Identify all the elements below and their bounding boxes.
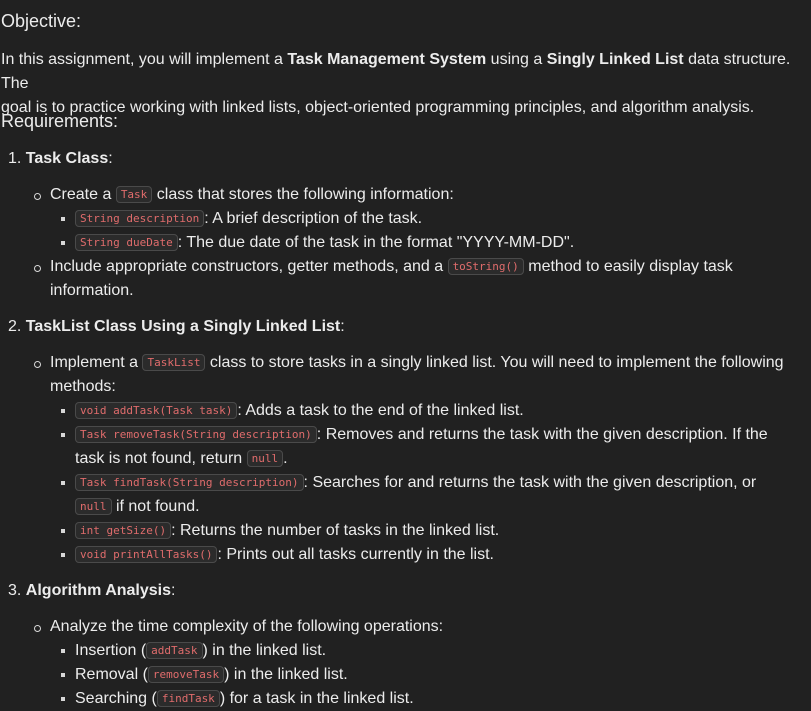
list-item [75, 231, 574, 255]
objective-text: In this assignment, you will implement a [1, 51, 288, 68]
item-text: Insertion ( [75, 642, 147, 659]
list-item-continuation [75, 495, 200, 519]
item-text: ) for a task in the linked list. [219, 690, 414, 707]
inline-code: Task removeTask(String description) [75, 426, 317, 443]
objective-text: using a [486, 51, 547, 68]
list-item-continuation [75, 447, 288, 471]
item-text: : Removes and returns the task with the given description. If the [316, 426, 768, 443]
bullet-square-icon [61, 673, 65, 677]
section-colon: : [108, 150, 113, 167]
item-text: : A brief description of the task. [204, 210, 423, 227]
bullet-square-icon [61, 409, 65, 413]
inline-code: addTask [146, 642, 202, 659]
item-text: : Prints out all tasks currently in the list. [217, 546, 494, 563]
item-text: Searching ( [75, 690, 157, 707]
item-text: ) in the linked list. [224, 666, 348, 683]
objective-text: data structure. The [1, 51, 791, 92]
item-text: class that stores the following information: [152, 186, 454, 203]
list-item-continuation: methods: [50, 378, 116, 395]
section-tasklist-heading [8, 315, 345, 339]
bullet-circle-icon [34, 361, 41, 368]
list-item [75, 639, 326, 663]
section-algorithm-heading [8, 579, 175, 603]
bullet-square-icon [61, 241, 65, 245]
bullet-circle-icon [34, 625, 41, 632]
section-title: TaskList Class Using a Singly Linked List [25, 318, 341, 335]
bullet-square-icon [61, 697, 65, 701]
inline-code: findTask [157, 690, 220, 707]
section-colon: : [340, 318, 345, 335]
bullet-circle-icon [34, 193, 41, 200]
inline-code: toString() [448, 258, 524, 275]
list-item: Analyze the time complexity of the following operations: [50, 618, 444, 635]
list-item [75, 471, 756, 495]
item-text: . [283, 450, 288, 467]
objective-bold-system: Task Management System [287, 51, 487, 68]
inline-code: String dueDate [75, 234, 178, 251]
item-text: : The due date of the task in the format "YYYY-MM-DD". [177, 234, 575, 251]
bullet-square-icon [61, 217, 65, 221]
objective-heading: Objective: [1, 11, 82, 31]
objective-paragraph [1, 48, 801, 120]
item-text: : Searches for and returns the task with the given description, or [303, 474, 757, 491]
item-text: Removal ( [75, 666, 148, 683]
item-text: Include appropriate constructors, getter methods, and a [50, 258, 448, 275]
item-text: method to easily display task [523, 258, 733, 275]
section-number: 3. [8, 582, 22, 599]
item-text: task is not found, return [75, 450, 247, 467]
inline-code: null [247, 450, 284, 467]
inline-code: void addTask(Task task) [75, 402, 237, 419]
bullet-square-icon [61, 529, 65, 533]
item-text: : Adds a task to the end of the linked list. [237, 402, 524, 419]
section-colon: : [171, 582, 176, 599]
bullet-square-icon [61, 649, 65, 653]
item-text: class to store tasks in a singly linked list. You will need to implement the following [205, 354, 784, 371]
bullet-square-icon [61, 481, 65, 485]
inline-code: int getSize() [75, 522, 171, 539]
requirements-heading: Requirements: [1, 111, 119, 131]
list-item [75, 663, 348, 687]
list-item [50, 255, 733, 279]
section-title: Algorithm Analysis [25, 582, 172, 599]
item-text: Implement a [50, 354, 143, 371]
list-item [75, 543, 494, 567]
list-item [75, 207, 422, 231]
section-title: Task Class [25, 150, 109, 167]
list-item [50, 183, 454, 207]
item-text: Create a [50, 186, 116, 203]
item-text: : Returns the number of tasks in the linked list. [171, 522, 500, 539]
objective-text: goal is to practice working with linked lists, object-oriented programming principles, and algorithm analysis. [1, 99, 755, 116]
list-item [75, 687, 414, 711]
objective-bold-structure: Singly Linked List [546, 51, 684, 68]
bullet-square-icon [61, 433, 65, 437]
inline-code: null [75, 498, 112, 515]
bullet-square-icon [61, 553, 65, 557]
inline-code: void printAllTasks() [75, 546, 217, 563]
list-item [75, 423, 768, 447]
item-text: if not found. [111, 498, 200, 515]
list-item [75, 519, 499, 543]
list-item [50, 351, 784, 375]
section-task-class-heading [8, 147, 113, 171]
item-text: ) in the linked list. [202, 642, 327, 659]
bullet-circle-icon [34, 265, 41, 272]
inline-code: removeTask [148, 666, 224, 683]
inline-code: Task findTask(String description) [75, 474, 304, 491]
inline-code: Task [116, 186, 153, 203]
inline-code: TaskList [142, 354, 205, 371]
list-item [75, 399, 524, 423]
inline-code: String description [75, 210, 204, 227]
section-number: 1. [8, 150, 22, 167]
section-number: 2. [8, 318, 22, 335]
list-item-continuation: information. [50, 282, 134, 299]
